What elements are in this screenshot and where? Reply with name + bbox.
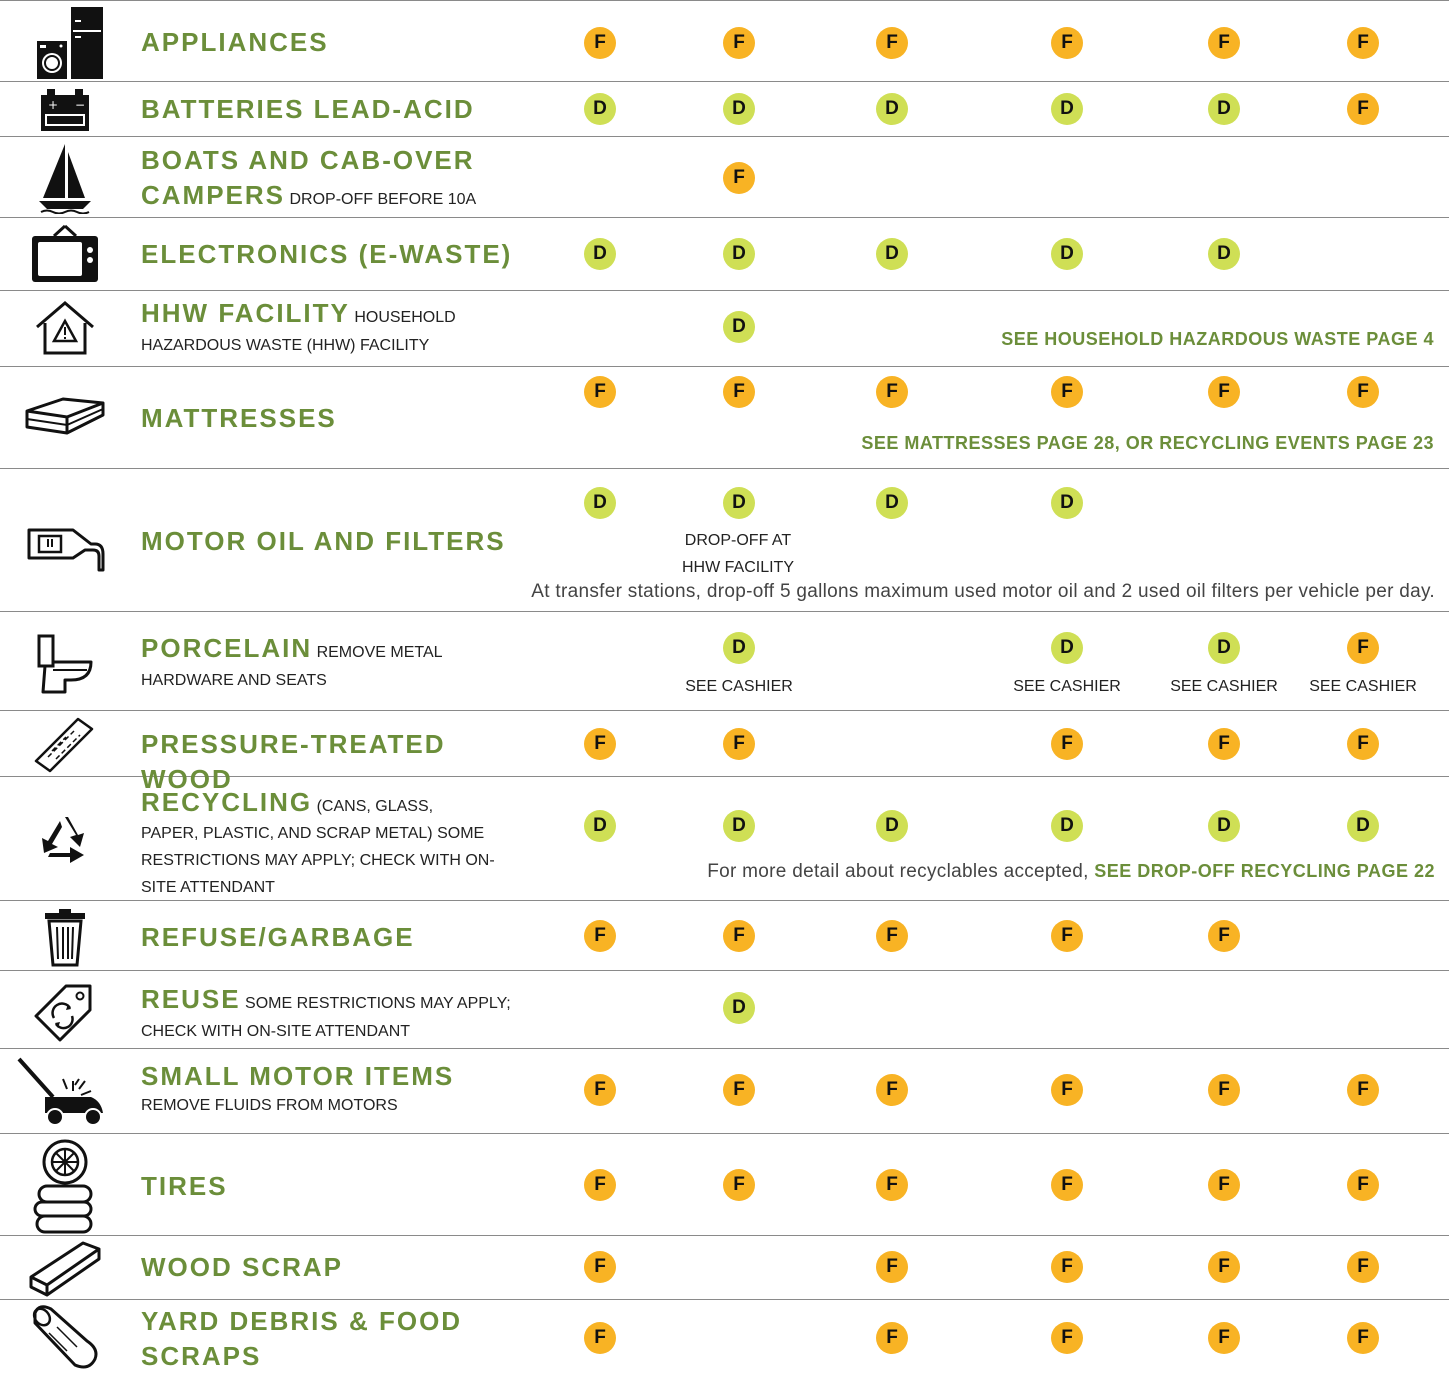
fee-badge: F xyxy=(723,1169,755,1201)
item-title: BATTERIES LEAD-ACID xyxy=(141,94,475,124)
fee-badge: F xyxy=(876,1169,908,1201)
svg-text:+: + xyxy=(48,98,59,112)
item-name xyxy=(141,789,531,901)
fee-badge: F xyxy=(1347,1074,1379,1106)
see-cashier-note: SEE CASHIER xyxy=(685,678,793,695)
fee-badge: F xyxy=(1208,1074,1240,1106)
table-row xyxy=(0,971,1449,1049)
fee-badge: F xyxy=(1051,27,1083,59)
see-cashier-note: SEE CASHIER xyxy=(1170,678,1278,695)
item-title: CAMPERS xyxy=(141,180,286,210)
drop-off-badge: D xyxy=(723,992,755,1024)
fee-badge: F xyxy=(1051,1322,1083,1354)
item-name xyxy=(141,634,531,695)
note-line: HHW FACILITY xyxy=(681,559,795,576)
item-title: SCRAPS xyxy=(141,1341,262,1371)
item-subtitle: REMOVE METAL xyxy=(316,644,443,661)
item-title: SMALL MOTOR ITEMS xyxy=(141,1061,455,1091)
drop-off-badge: D xyxy=(876,238,908,270)
drop-off-badge: D xyxy=(1051,93,1083,125)
fee-badge: F xyxy=(876,376,908,408)
mattress-icon xyxy=(20,387,110,449)
table-row xyxy=(0,291,1449,367)
drop-off-badge: D xyxy=(876,810,908,842)
fee-badge: F xyxy=(1347,1322,1379,1354)
item-title: PORCELAIN xyxy=(141,633,313,663)
recycling-page-link[interactable]: SEE DROP-OFF RECYCLING PAGE 22 xyxy=(1094,861,1435,881)
drop-off-badge: D xyxy=(723,238,755,270)
table-row xyxy=(0,1049,1449,1134)
fee-badge: F xyxy=(1051,1251,1083,1283)
table-row xyxy=(0,1134,1449,1236)
fee-badge: F xyxy=(1347,1251,1379,1283)
fee-badge: F xyxy=(1208,1169,1240,1201)
fee-badge: F xyxy=(584,1251,616,1283)
wood-plank-icon xyxy=(20,715,110,773)
oil-can-icon xyxy=(20,509,110,579)
fee-badge: F xyxy=(584,1169,616,1201)
fee-badge: F xyxy=(584,376,616,408)
fee-badge: F xyxy=(723,27,755,59)
fee-badge: F xyxy=(584,27,616,59)
fee-badge: F xyxy=(1051,376,1083,408)
wood-scrap-icon xyxy=(20,1238,110,1298)
item-subtitle: CHECK WITH ON-SITE ATTENDANT xyxy=(141,1023,411,1040)
see-cashier-note: SEE CASHIER xyxy=(1013,678,1121,695)
item-name xyxy=(141,299,531,360)
fee-badge: F xyxy=(584,920,616,952)
car-battery-icon xyxy=(20,85,110,135)
recycle-icon xyxy=(20,807,110,873)
item-subtitle: PAPER, PLASTIC, AND SCRAP METAL) SOME xyxy=(141,825,485,842)
fee-badge: F xyxy=(1051,728,1083,760)
fee-badge: F xyxy=(584,1322,616,1354)
item-title: MATTRESSES xyxy=(141,403,337,433)
fee-badge: F xyxy=(1347,27,1379,59)
drop-off-badge: D xyxy=(723,311,755,343)
drop-off-badge: D xyxy=(876,487,908,519)
item-name xyxy=(141,1304,531,1374)
table-row xyxy=(0,367,1449,469)
tires-icon xyxy=(20,1138,110,1234)
motor-oil-note: At transfer stations, drop-off 5 gallons maximum used motor oil and 2 used oil filters per vehicle per day. xyxy=(531,581,1435,602)
item-subtitle: DROP-OFF BEFORE 10A xyxy=(289,191,477,208)
drop-off-badge: D xyxy=(1051,238,1083,270)
toilet-icon xyxy=(20,624,110,704)
drop-off-badge: D xyxy=(723,487,755,519)
table-row xyxy=(0,82,1449,137)
fee-badge: F xyxy=(1051,920,1083,952)
item-title: ELECTRONICS (E-WASTE) xyxy=(141,239,513,269)
drop-off-badge: D xyxy=(723,93,755,125)
fee-badge: F xyxy=(876,920,908,952)
fee-badge: F xyxy=(1051,1169,1083,1201)
fee-badge: F xyxy=(876,1322,908,1354)
item-title: HHW FACILITY xyxy=(141,298,350,328)
table-row xyxy=(0,1300,1449,1373)
drop-off-badge: D xyxy=(1208,632,1240,664)
drop-off-badge: D xyxy=(584,810,616,842)
fee-badge: F xyxy=(723,162,755,194)
fee-badge: F xyxy=(1051,1074,1083,1106)
item-subtitle: REMOVE FLUIDS FROM MOTORS xyxy=(141,1097,398,1114)
table-row xyxy=(0,469,1449,612)
fee-badge: F xyxy=(1208,920,1240,952)
table-row xyxy=(0,711,1449,794)
fee-badge: F xyxy=(1347,1169,1379,1201)
drop-off-badge: D xyxy=(723,810,755,842)
item-subtitle: SOME RESTRICTIONS MAY APPLY; xyxy=(245,995,511,1012)
drop-off-badge: D xyxy=(1208,93,1240,125)
drop-off-badge: D xyxy=(584,487,616,519)
fee-badge: F xyxy=(1347,632,1379,664)
drop-off-badge: D xyxy=(1208,810,1240,842)
trash-can-icon xyxy=(20,906,110,968)
fee-badge: F xyxy=(1208,1251,1240,1283)
item-subtitle: HAZARDOUS WASTE (HHW) FACILITY xyxy=(141,337,430,354)
table-row xyxy=(0,137,1449,218)
table-row xyxy=(0,0,1449,82)
fee-badge: F xyxy=(876,27,908,59)
fee-badge: F xyxy=(723,376,755,408)
fee-badge: F xyxy=(723,728,755,760)
table-row xyxy=(0,218,1449,291)
hhw-page-link[interactable]: SEE HOUSEHOLD HAZARDOUS WASTE PAGE 4 xyxy=(1001,329,1434,349)
item-subtitle: HOUSEHOLD xyxy=(354,309,456,326)
item-title: RECYCLING xyxy=(141,787,313,817)
see-cashier-note: SEE CASHIER xyxy=(1309,678,1417,695)
table-row xyxy=(0,777,1449,901)
sailboat-icon xyxy=(20,140,110,216)
table-row xyxy=(0,901,1449,971)
recycling-note xyxy=(707,861,1435,883)
badge-note xyxy=(682,527,794,581)
fee-badge: F xyxy=(876,1251,908,1283)
item-title: REUSE xyxy=(141,984,241,1014)
item-name xyxy=(141,143,531,217)
drop-off-badge: D xyxy=(1208,238,1240,270)
svg-text:−: − xyxy=(75,98,86,112)
log-icon xyxy=(20,1304,110,1372)
item-title: APPLIANCES xyxy=(141,27,329,57)
item-subtitle: HARDWARE AND SEATS xyxy=(141,672,327,689)
fee-badge: F xyxy=(723,920,755,952)
drop-off-badge: D xyxy=(584,93,616,125)
fee-badge: F xyxy=(584,728,616,760)
item-title: BOATS AND CAB-OVER xyxy=(141,145,475,175)
drop-off-badge: D xyxy=(876,93,908,125)
item-title: YARD DEBRIS & FOOD xyxy=(141,1306,463,1336)
item-subtitle: (CANS, GLASS, xyxy=(316,798,434,815)
fee-badge: F xyxy=(584,1074,616,1106)
fee-badge: F xyxy=(1208,27,1240,59)
item-title: REFUSE/GARBAGE xyxy=(141,922,415,952)
fee-badge: F xyxy=(1347,93,1379,125)
item-title: MOTOR OIL AND FILTERS xyxy=(141,526,506,556)
reuse-tag-icon xyxy=(20,977,110,1045)
item-name xyxy=(141,985,531,1046)
appliances-icon xyxy=(20,5,110,81)
mattresses-page-link[interactable]: SEE MATTRESSES PAGE 28, OR RECYCLING EVENTS PAGE 23 xyxy=(861,433,1434,453)
fee-badge: F xyxy=(1347,728,1379,760)
table-row xyxy=(0,612,1449,711)
fee-badge: F xyxy=(1208,376,1240,408)
fee-badge: F xyxy=(876,1074,908,1106)
drop-off-badge: D xyxy=(1051,487,1083,519)
item-name xyxy=(141,1061,531,1121)
drop-off-badge: D xyxy=(584,238,616,270)
note-line: DROP-OFF AT xyxy=(684,532,792,549)
drop-off-badge: D xyxy=(1051,810,1083,842)
item-title: TIRES xyxy=(141,1171,228,1201)
item-title: PRESSURE-TREATED WOOD xyxy=(141,729,446,794)
drop-off-badge: D xyxy=(1051,632,1083,664)
item-subtitle: SITE ATTENDANT xyxy=(141,879,275,896)
fee-badge: F xyxy=(1208,1322,1240,1354)
item-title: WOOD SCRAP xyxy=(141,1252,343,1282)
fee-badge: F xyxy=(723,1074,755,1106)
table-row xyxy=(0,1236,1449,1300)
hazard-house-icon xyxy=(20,297,110,359)
item-subtitle: RESTRICTIONS MAY APPLY; CHECK WITH ON- xyxy=(141,852,495,869)
fee-badge: F xyxy=(1208,728,1240,760)
drop-off-badge: D xyxy=(723,632,755,664)
lawn-mower-icon xyxy=(14,1053,114,1131)
fee-badge: F xyxy=(1347,376,1379,408)
recycling-note-text: For more detail about recyclables accepted, xyxy=(707,861,1089,882)
television-icon xyxy=(20,222,110,288)
drop-off-badge: D xyxy=(1347,810,1379,842)
